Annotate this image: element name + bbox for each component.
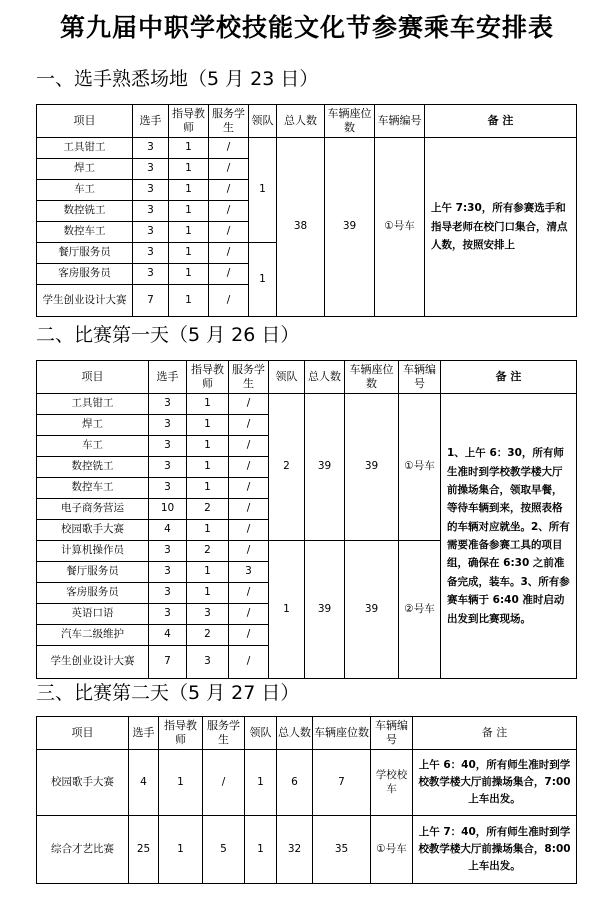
players-cell: 3 <box>133 222 169 243</box>
col-header-teachers: 指导教师 <box>169 105 209 138</box>
students-cell: / <box>203 750 245 816</box>
students-cell: / <box>209 222 249 243</box>
total-cell: 39 <box>305 541 345 679</box>
teachers-cell: 1 <box>169 264 209 285</box>
teachers-cell: 1 <box>169 201 209 222</box>
total-cell: 32 <box>277 816 313 884</box>
seats-cell: 39 <box>345 541 399 679</box>
players-cell: 3 <box>133 159 169 180</box>
players-cell: 7 <box>133 285 169 317</box>
item-cell: 校园歌手大赛 <box>37 750 129 816</box>
leader-cell: 1 <box>249 243 277 317</box>
students-cell: / <box>229 541 269 562</box>
col-header-item: 项目 <box>37 717 129 750</box>
teachers-cell: 1 <box>169 159 209 180</box>
teachers-cell: 1 <box>159 816 203 884</box>
col-header-teachers: 指导教师 <box>159 717 203 750</box>
col-header-players: 选手 <box>149 361 187 394</box>
table-header-row <box>37 717 577 750</box>
teachers-cell: 1 <box>169 138 209 159</box>
item-cell: 电子商务营运 <box>37 499 149 520</box>
table-row <box>37 750 577 816</box>
students-cell: / <box>209 159 249 180</box>
students-cell: / <box>209 180 249 201</box>
teachers-cell: 1 <box>187 520 229 541</box>
seats-cell: 7 <box>313 750 371 816</box>
students-cell: / <box>209 285 249 317</box>
teachers-cell: 2 <box>187 625 229 646</box>
item-cell: 综合才艺比赛 <box>37 816 129 884</box>
players-cell: 3 <box>149 436 187 457</box>
col-header-total: 总人数 <box>305 361 345 394</box>
col-header-students: 服务学生 <box>209 105 249 138</box>
seats-cell: 39 <box>345 394 399 541</box>
col-header-item: 项目 <box>37 105 133 138</box>
section-3-heading: 三、比赛第二天（5 月 27 日） <box>36 682 300 704</box>
seats-cell: 35 <box>313 816 371 884</box>
col-header-seats: 车辆座位数 <box>345 361 399 394</box>
players-cell: 3 <box>149 541 187 562</box>
players-cell: 3 <box>149 394 187 415</box>
players-cell: 3 <box>133 243 169 264</box>
teachers-cell: 3 <box>187 604 229 625</box>
seats-cell: 39 <box>325 138 375 317</box>
item-cell: 数控车工 <box>37 222 133 243</box>
col-header-vehicle: 车辆编号 <box>399 361 441 394</box>
players-cell: 3 <box>133 180 169 201</box>
students-cell: / <box>229 415 269 436</box>
section-1-heading: 一、选手熟悉场地（5 月 23 日） <box>36 68 319 90</box>
item-cell: 数控铣工 <box>37 457 149 478</box>
students-cell: / <box>229 604 269 625</box>
students-cell: 3 <box>229 562 269 583</box>
total-cell: 38 <box>277 138 325 317</box>
students-cell: / <box>229 625 269 646</box>
teachers-cell: 2 <box>187 499 229 520</box>
item-cell: 餐厅服务员 <box>37 562 149 583</box>
vehicle-cell: ②号车 <box>399 541 441 679</box>
teachers-cell: 1 <box>187 583 229 604</box>
col-header-leaders: 领队 <box>269 361 305 394</box>
vehicle-cell: ①号车 <box>371 816 413 884</box>
students-cell: / <box>229 583 269 604</box>
col-header-item: 项目 <box>37 361 149 394</box>
note-cell: 1、上午 6：30，所有师生准时到学校教学楼大厅前操场集合，领取早餐，等待车辆到来，按照表格的车辆对应就坐。2、所有需要准备参赛工具的项目组，确保在 6:30 之前准备完成，装车。3、所有参赛车辆于 6:40 准时启动出发到比赛现场。 <box>441 394 577 679</box>
col-header-vehicle: 车辆编号 <box>375 105 425 138</box>
total-cell: 39 <box>305 394 345 541</box>
players-cell: 3 <box>133 201 169 222</box>
item-cell: 工具钳工 <box>37 394 149 415</box>
table-row <box>37 138 577 159</box>
item-cell: 焊工 <box>37 415 149 436</box>
col-header-players: 选手 <box>129 717 159 750</box>
item-cell: 计算机操作员 <box>37 541 149 562</box>
col-header-total: 总人数 <box>277 105 325 138</box>
leader-cell: 1 <box>249 138 277 243</box>
note-cell: 上午 7：40，所有师生准时到学校教学楼大厅前操场集合，8:00 上车出发。 <box>413 816 577 884</box>
teachers-cell: 1 <box>169 285 209 317</box>
players-cell: 4 <box>129 750 159 816</box>
players-cell: 3 <box>149 478 187 499</box>
col-header-note: 备 注 <box>413 717 577 750</box>
students-cell: / <box>229 478 269 499</box>
col-header-players: 选手 <box>133 105 169 138</box>
leader-cell: 2 <box>269 394 305 541</box>
item-cell: 焊工 <box>37 159 133 180</box>
col-header-students: 服务学生 <box>229 361 269 394</box>
teachers-cell: 1 <box>169 243 209 264</box>
players-cell: 4 <box>149 625 187 646</box>
students-cell: / <box>229 499 269 520</box>
leader-cell: 1 <box>245 816 277 884</box>
item-cell: 汽车二级维护 <box>37 625 149 646</box>
students-cell: 5 <box>203 816 245 884</box>
teachers-cell: 1 <box>187 436 229 457</box>
teachers-cell: 1 <box>187 478 229 499</box>
page-title: 第九届中职学校技能文化节参赛乘车安排表 <box>59 13 554 42</box>
teachers-cell: 1 <box>159 750 203 816</box>
vehicle-cell: ①号车 <box>375 138 425 317</box>
item-cell: 学生创业设计大赛 <box>37 285 133 317</box>
teachers-cell: 1 <box>169 222 209 243</box>
teachers-cell: 1 <box>187 394 229 415</box>
col-header-note: 备 注 <box>425 105 577 138</box>
teachers-cell: 1 <box>187 415 229 436</box>
teachers-cell: 1 <box>187 457 229 478</box>
students-cell: / <box>229 646 269 679</box>
total-cell: 6 <box>277 750 313 816</box>
item-cell: 车工 <box>37 180 133 201</box>
players-cell: 10 <box>149 499 187 520</box>
col-header-total: 总人数 <box>277 717 313 750</box>
col-header-leaders: 领队 <box>249 105 277 138</box>
leader-cell: 1 <box>245 750 277 816</box>
item-cell: 校园歌手大赛 <box>37 520 149 541</box>
item-cell: 车工 <box>37 436 149 457</box>
teachers-cell: 1 <box>187 562 229 583</box>
note-cell: 上午 6：40，所有师生准时到学校教学楼大厅前操场集合，7:00 上车出发。 <box>413 750 577 816</box>
students-cell: / <box>209 243 249 264</box>
item-cell: 客房服务员 <box>37 583 149 604</box>
item-cell: 数控铣工 <box>37 201 133 222</box>
col-header-note: 备 注 <box>441 361 577 394</box>
table-row <box>37 816 577 884</box>
students-cell: / <box>209 138 249 159</box>
item-cell: 英语口语 <box>37 604 149 625</box>
students-cell: / <box>209 264 249 285</box>
section-1-table <box>36 104 577 317</box>
item-cell: 工具钳工 <box>37 138 133 159</box>
item-cell: 客房服务员 <box>37 264 133 285</box>
players-cell: 7 <box>149 646 187 679</box>
players-cell: 3 <box>149 415 187 436</box>
table-header-row <box>37 105 577 138</box>
teachers-cell: 1 <box>169 180 209 201</box>
students-cell: / <box>229 436 269 457</box>
table-header-row <box>37 361 577 394</box>
players-cell: 3 <box>149 604 187 625</box>
col-header-seats: 车辆座位数 <box>313 717 371 750</box>
teachers-cell: 3 <box>187 646 229 679</box>
col-header-teachers: 指导教师 <box>187 361 229 394</box>
students-cell: / <box>229 520 269 541</box>
col-header-students: 服务学生 <box>203 717 245 750</box>
note-cell: 上午 7:30，所有参赛选手和指导老师在校门口集合，清点人数，按照安排上 <box>425 138 577 317</box>
section-3-table <box>36 716 577 884</box>
students-cell: / <box>229 394 269 415</box>
players-cell: 4 <box>149 520 187 541</box>
section-2-heading: 二、比赛第一天（5 月 26 日） <box>36 324 300 346</box>
table-row <box>37 394 577 415</box>
players-cell: 3 <box>133 264 169 285</box>
teachers-cell: 2 <box>187 541 229 562</box>
vehicle-cell: ①号车 <box>399 394 441 541</box>
players-cell: 3 <box>149 562 187 583</box>
players-cell: 3 <box>133 138 169 159</box>
players-cell: 3 <box>149 583 187 604</box>
students-cell: / <box>209 201 249 222</box>
players-cell: 3 <box>149 457 187 478</box>
leader-cell: 1 <box>269 541 305 679</box>
players-cell: 25 <box>129 816 159 884</box>
item-cell: 餐厅服务员 <box>37 243 133 264</box>
item-cell: 学生创业设计大赛 <box>37 646 149 679</box>
col-header-vehicle: 车辆编号 <box>371 717 413 750</box>
section-2-table <box>36 360 577 679</box>
item-cell: 数控车工 <box>37 478 149 499</box>
col-header-seats: 车辆座位数 <box>325 105 375 138</box>
col-header-leaders: 领队 <box>245 717 277 750</box>
students-cell: / <box>229 457 269 478</box>
vehicle-cell: 学校校车 <box>371 750 413 816</box>
